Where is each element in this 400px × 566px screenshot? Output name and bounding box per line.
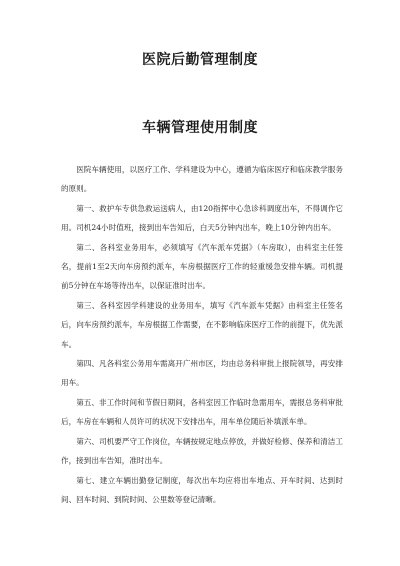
- section-title: 车辆管理使用制度: [142, 120, 258, 136]
- paragraph-intro: 医院车辆使用，以医疗工作、学科建设为中心，遵循为临床医疗和临床教学服务的原则。: [61, 165, 343, 194]
- paragraph-rule-5: 第五、非工作时间和节假日期间，各科室因工作临时急需用车，需报总务科审批后，车房在车辆和人员许可的状况下安排出车，用车单位随后补填派车单。: [61, 397, 343, 427]
- document-body: [61, 160, 343, 509]
- paragraph-rule-3: 第三、各科室因学科建设的业务用车，填写《汽车派车凭据》由科室主任签名后，向车房预约派车，车房根据工作需要，在不影响临床医疗工作的前提下，优先派车。: [61, 300, 343, 349]
- paragraph-rule-6: 第六、司机要严守工作岗位，车辆按规定地点停放，并做好检修、保养和清洁工作，接到出车告知，准时出车。: [61, 436, 343, 466]
- paragraph-rule-7: 第七、建立车辆出勤登记制度，每次出车均应将出车地点、开车时间、达到时间、回车时间、到院时间、公里数等登记清晰。: [61, 475, 343, 504]
- paragraph-rule-2: 第二、各科室业务用车，必须填写《汽车派车凭据》（车房取），由科室主任签名，提前1至2天向车房预约派车，车房根据医疗工作的轻重缓急安排车辆。司机提前5分钟在车场等待出车，以保证准时出车。: [61, 242, 343, 291]
- paragraph-rule-4: 第四、凡各科室公务用车需离开广州市区，均由总务科审批上报院领导，再安排用车。: [61, 359, 343, 388]
- paragraph-rule-1: 第一、救护车专供急救运送病人，由120指挥中心急诊科调度出车，不得调作它用。司机24小时值班，接到出车告知后，白天5分钟内出车，晚上10分钟内出车。: [61, 203, 343, 233]
- document-title: 医院后勤管理制度: [142, 52, 258, 68]
